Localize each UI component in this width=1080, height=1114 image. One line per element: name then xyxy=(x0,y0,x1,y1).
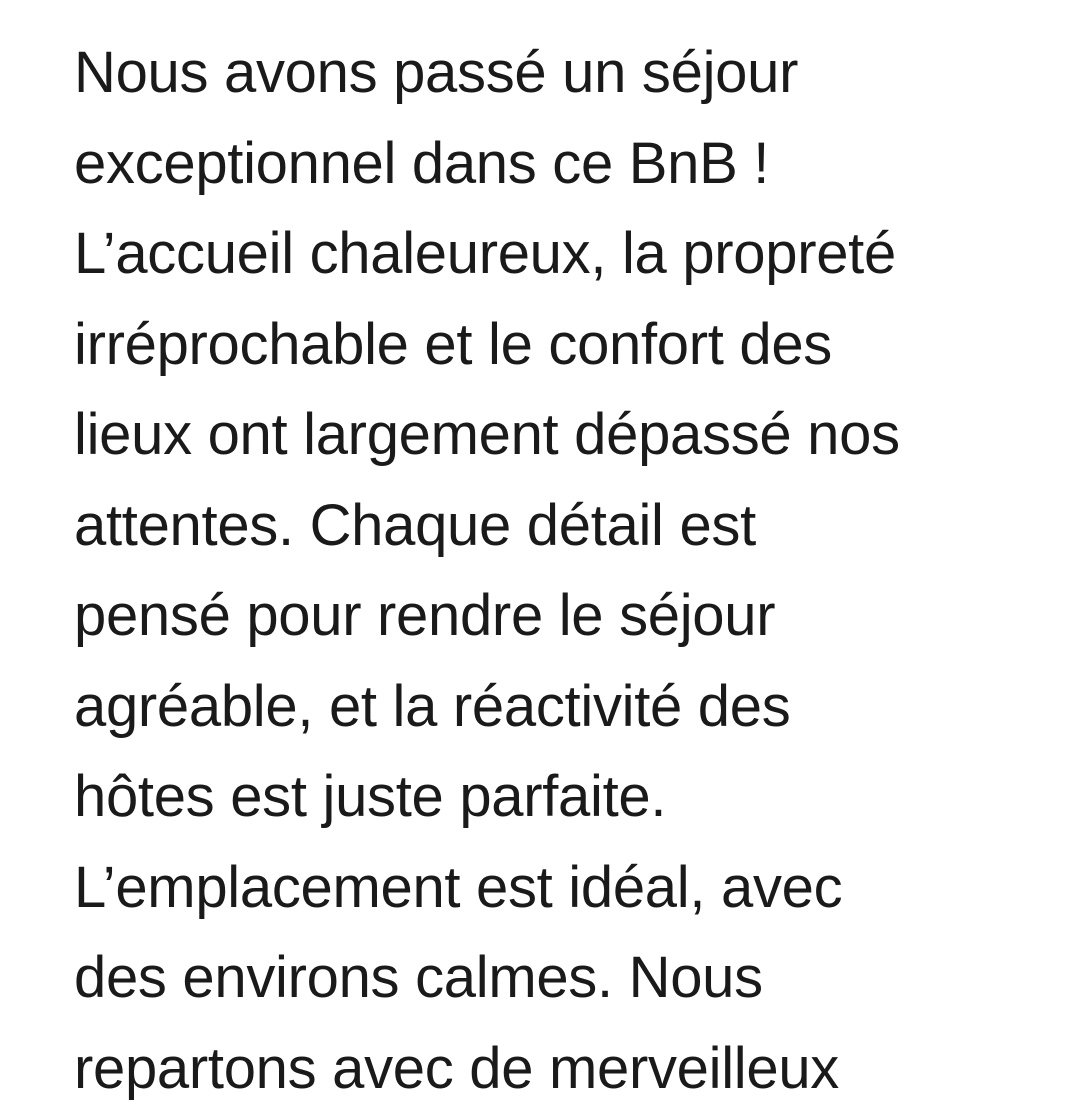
review-line: exceptionnel dans ce BnB ! xyxy=(74,119,1034,210)
review-line: hôtes est juste parfaite. xyxy=(74,752,1034,843)
review-line: attentes. Chaque détail est xyxy=(74,481,1034,572)
review-line: des environs calmes. Nous xyxy=(74,933,1034,1024)
review-line: L’accueil chaleureux, la propreté xyxy=(74,209,1034,300)
review-line: lieux ont largement dépassé nos xyxy=(74,390,1034,481)
review-line: agréable, et la réactivité des xyxy=(74,662,1034,753)
review-line: repartons avec de merveilleux xyxy=(74,1024,1034,1114)
review-line: Nous avons passé un séjour xyxy=(74,28,1034,119)
review-line: L’emplacement est idéal, avec xyxy=(74,843,1034,934)
review-line: pensé pour rendre le séjour xyxy=(74,571,1034,662)
review-line: irréprochable et le confort des xyxy=(74,300,1034,391)
review-text xyxy=(74,28,1034,1114)
